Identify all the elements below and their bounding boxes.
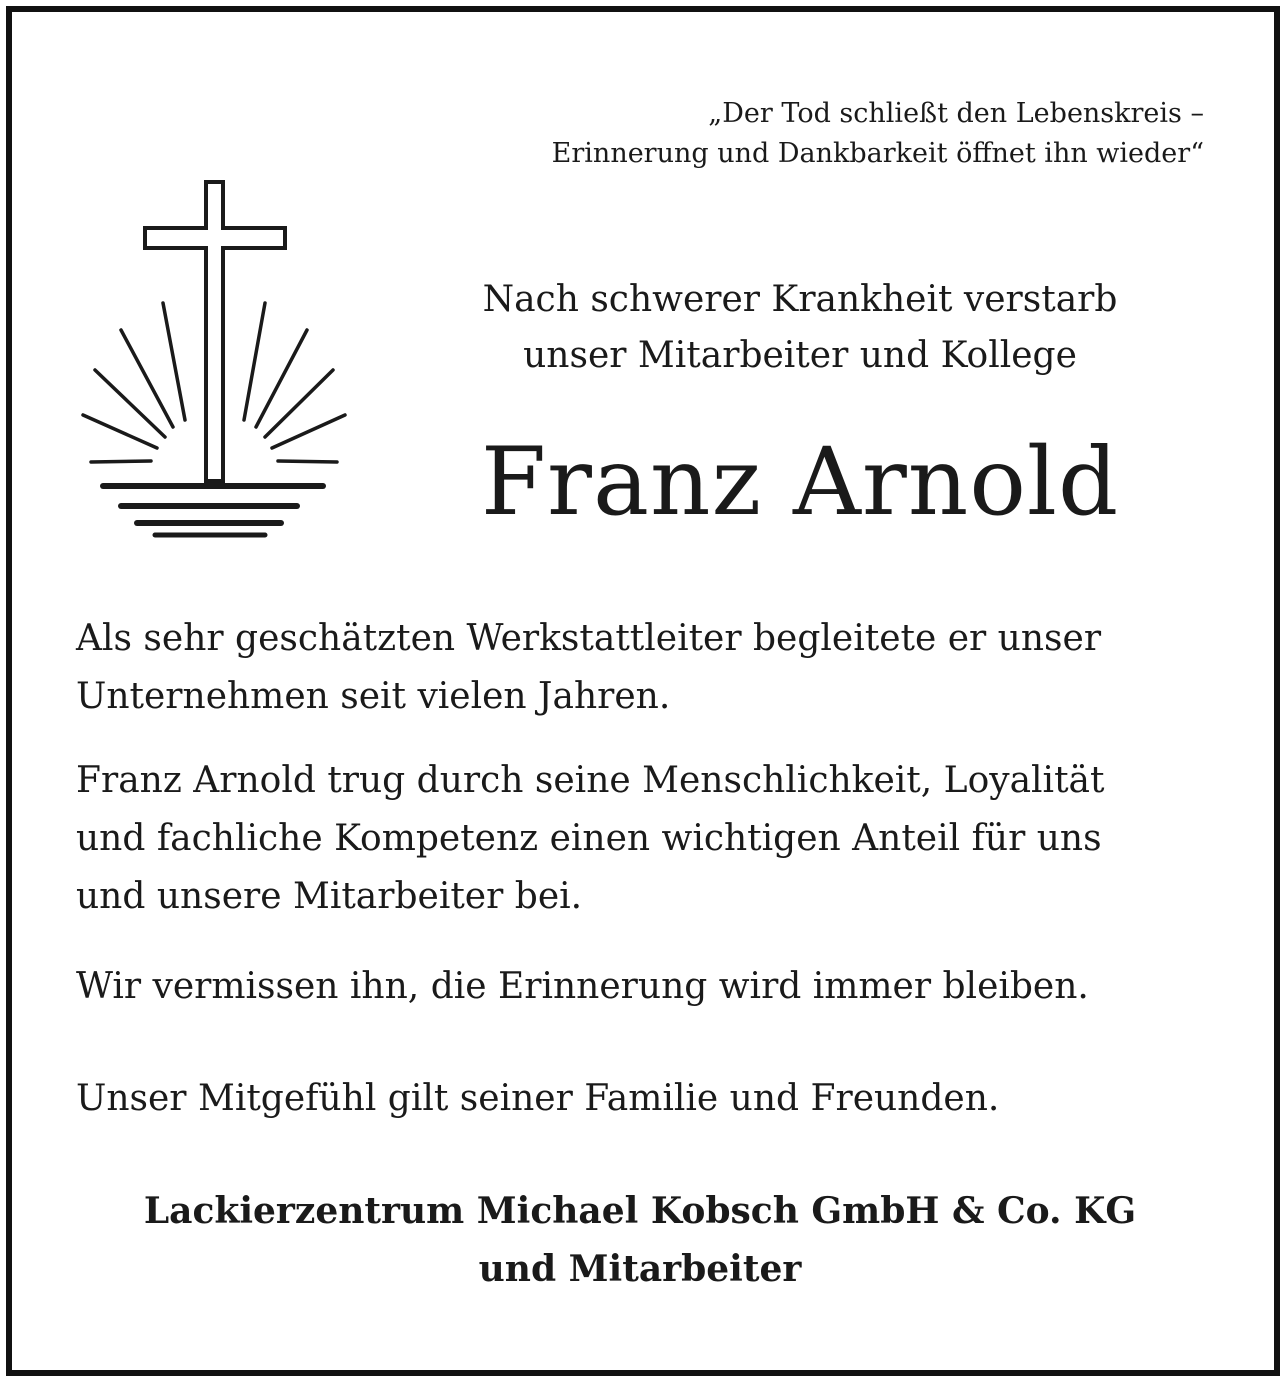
- intro-text: [400, 272, 1200, 384]
- paragraph-2-line-1: Franz Arnold trug durch seine Menschlichkeit, Loyalität: [76, 760, 1105, 801]
- signature-line-2: und Mitarbeiter: [478, 1248, 802, 1290]
- signature-block: [0, 1182, 1280, 1298]
- deceased-name: Franz Arnold: [480, 428, 1120, 537]
- signature-line-1: Lackierzentrum Michael Kobsch GmbH & Co. KG: [143, 1190, 1137, 1232]
- intro-line-2: unser Mitarbeiter und Kollege: [523, 335, 1077, 376]
- paragraph-2: [76, 752, 1216, 926]
- paragraph-1-line-1: Als sehr geschätzten Werkstattleiter begleitete er unser: [76, 618, 1102, 659]
- paragraph-1-line-2: Unternehmen seit vielen Jahren.: [76, 676, 671, 717]
- paragraph-2-line-3: und unsere Mitarbeiter bei.: [76, 876, 583, 917]
- paragraph-3-line-1: Wir vermissen ihn, die Erinnerung wird immer bleiben.: [76, 966, 1089, 1007]
- paragraph-2-line-2: und fachliche Kompetenz einen wichtigen Anteil für uns: [76, 818, 1102, 859]
- intro-line-1: Nach schwerer Krankheit verstarb: [482, 279, 1118, 320]
- quote-line-1: „Der Tod schließt den Lebenskreis –: [708, 98, 1204, 129]
- quote-line-2: Erinnerung und Dankbarkeit öffnet ihn wieder“: [551, 138, 1204, 169]
- epitaph-quote: [552, 94, 1204, 174]
- cross-with-sunrise-icon: [75, 165, 355, 565]
- paragraph-3: [76, 958, 1216, 1016]
- paragraph-4: [76, 1070, 1216, 1128]
- paragraph-4-line-1: Unser Mitgefühl gilt seiner Familie und Freunden.: [76, 1078, 1000, 1119]
- paragraph-1: [76, 610, 1216, 726]
